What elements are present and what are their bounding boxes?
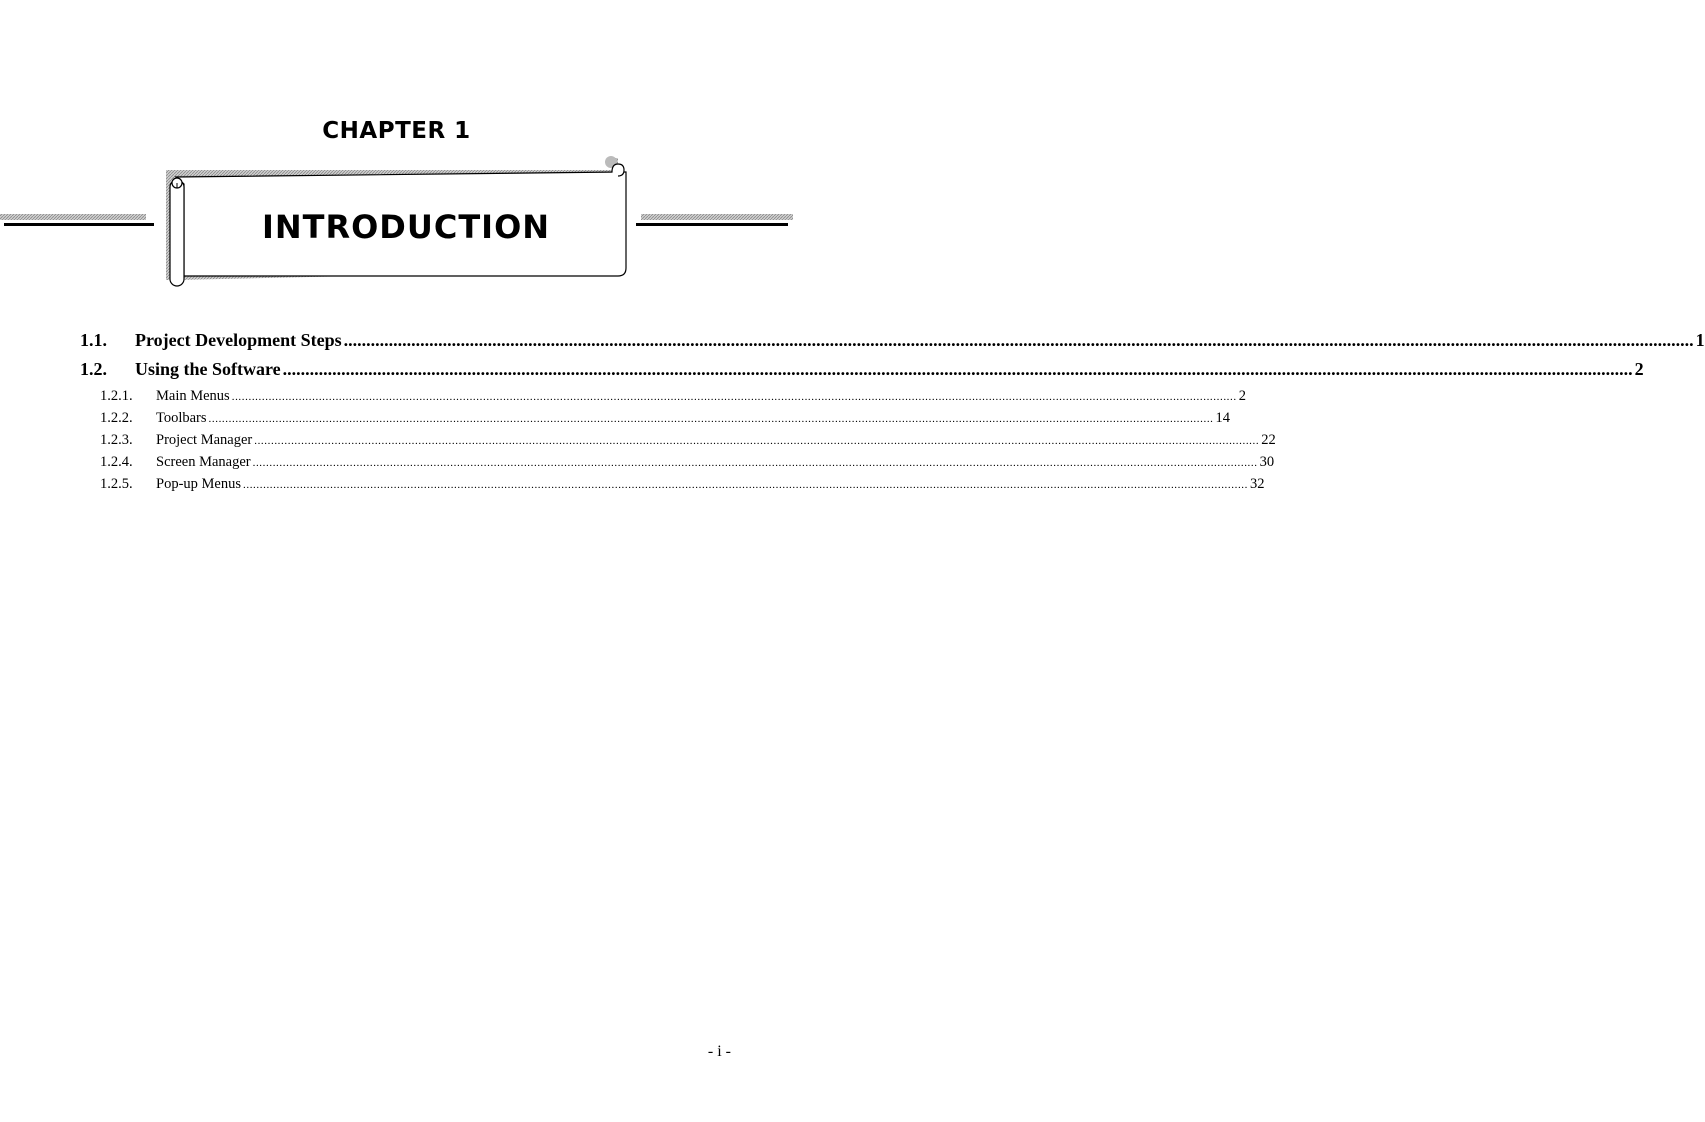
toc-entry-number: 1.2. <box>80 359 107 379</box>
toc-entry-title: Project Manager <box>156 432 253 448</box>
right-hatched-rule <box>641 214 793 220</box>
page-number: - i - <box>707 1043 731 1060</box>
toc-entry-title: Using the Software <box>135 359 281 379</box>
toc-dot-leader: ............................................................................................................................................................................................................................................................................................................ <box>343 330 1694 350</box>
toc-entry-page: 1 <box>1695 330 1705 350</box>
toc-entry[interactable] <box>80 432 1276 454</box>
toc-entry-title: Pop-up Menus <box>156 476 241 492</box>
toc-dot-leader: ............................................................................................................................................................................................................................................................................................................ <box>282 359 1633 379</box>
right-rule <box>636 223 788 226</box>
toc-entry-number: 1.1. <box>80 330 107 350</box>
chapter-banner <box>0 150 793 290</box>
toc-entry-page: 32 <box>1250 476 1265 492</box>
toc-dot-leader: ............................................................................................................................................................................................................................................................................................................ <box>254 435 1260 447</box>
toc-entry-page: 30 <box>1259 454 1275 470</box>
toc-entry-title: Toolbars <box>156 410 207 426</box>
left-hatched-rule <box>0 214 146 220</box>
toc-entry[interactable] <box>80 388 1246 410</box>
left-rule <box>4 223 154 226</box>
toc-entry[interactable] <box>80 330 1705 359</box>
toc-entry-page: 14 <box>1215 410 1231 426</box>
chapter-label: CHAPTER 1 <box>322 118 471 144</box>
toc-entry-number: 1.2.3. <box>100 432 133 448</box>
toc-entry[interactable] <box>80 454 1275 476</box>
toc-entry-number: 1.2.1. <box>100 388 133 404</box>
toc-entry-title: Screen Manager <box>156 454 251 470</box>
table-of-contents <box>80 330 1705 498</box>
toc-entry-number: 1.2.2. <box>100 410 133 426</box>
toc-entry-page: 2 <box>1238 388 1246 404</box>
chapter-title: INTRODUCTION <box>261 208 551 246</box>
toc-entry[interactable] <box>80 359 1644 388</box>
toc-entry-page: 22 <box>1261 432 1276 448</box>
toc-dot-leader: ............................................................................................................................................................................................................................................................................................................ <box>208 413 1214 425</box>
toc-entry-title: Main Menus <box>156 388 230 404</box>
toc-dot-leader: ............................................................................................................................................................................................................................................................................................................ <box>243 479 1248 491</box>
toc-entry[interactable] <box>80 476 1265 498</box>
toc-entry-page: 2 <box>1634 359 1644 379</box>
toc-entry-number: 1.2.5. <box>100 476 133 492</box>
toc-dot-leader: ............................................................................................................................................................................................................................................................................................................ <box>252 457 1258 469</box>
toc-dot-leader: ............................................................................................................................................................................................................................................................................................................ <box>231 391 1237 403</box>
scroll-left-roll <box>170 180 184 286</box>
toc-entry-number: 1.2.4. <box>100 454 133 470</box>
toc-entry-title: Project Development Steps <box>135 330 342 350</box>
toc-entry[interactable] <box>80 410 1231 432</box>
